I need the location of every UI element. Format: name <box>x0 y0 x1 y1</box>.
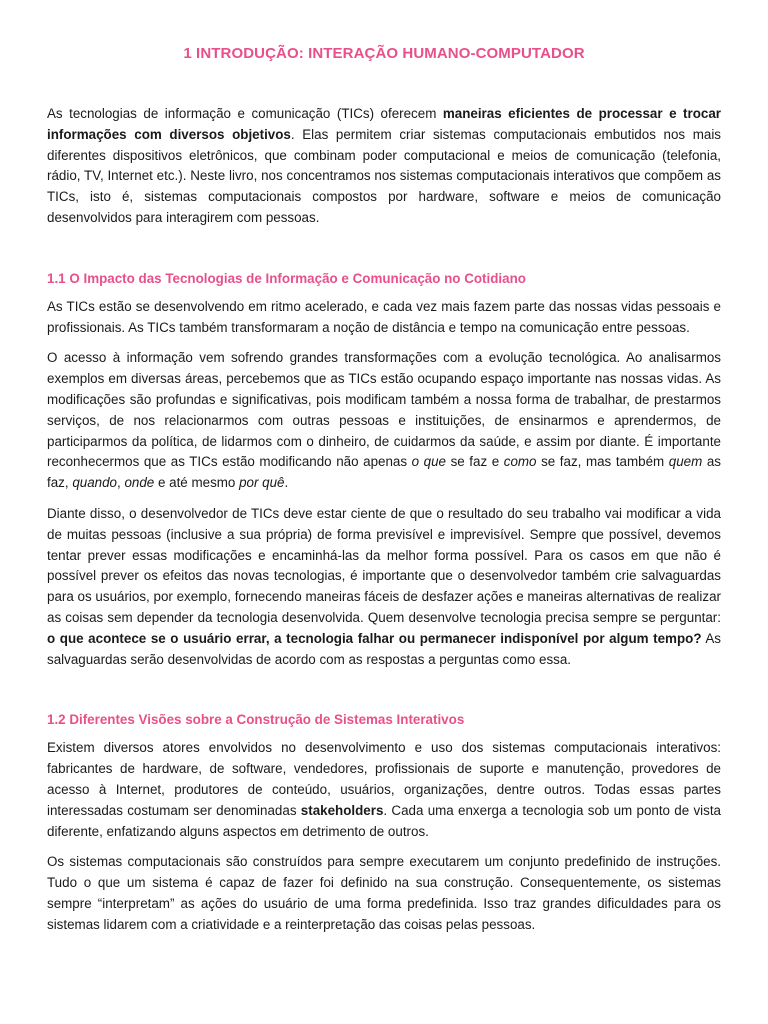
section-1-2-paragraph-2: Os sistemas computacionais são construídos para sempre executarem um conjunto predefinido de instruções. Tudo o que um sistema é capaz de fazer foi definido na sua construção. Consequentemente, os sistemas sempre “interpretam” as ações do usuário de uma forma predefinida. Isso traz grandes dificuldades para os sistemas lidarem com a criatividade e a reinterpretação das coisas pelas pessoas. <box>47 854 721 932</box>
section-title-1-1: 1.1 O Impacto das Tecnologias de Informação e Comunicação no Cotidiano <box>47 270 526 286</box>
section-1-1-paragraph-3: Diante disso, o desenvolvedor de TICs deve estar ciente de que o resultado do seu trabalho vai modificar a vida de muitas pessoas (inclusive a sua própria) de forma previsível e imprevisível. Sempre que possível, devemos tentar prever essas modificações e encaminhá-las da melhor forma possível. Para os casos em que não é possível prever os efeitos das novas tecnologias, é importante que o desenvolvedor também crie salvaguardas para os usuários, por exemplo, fornecendo maneiras fáceis de desfazer ações e maneiras alternativas de realizar as coisas sem depender da tecnologia desenvolvida. Quem desenvolve tecnologia precisa sempre se perguntar: o que acontece se o usuário errar, a tecnologia falhar ou permanecer indisponível por algum tempo? As salvaguardas serão desenvolvidas de acordo com as respostas a perguntas como essa. <box>47 505 721 667</box>
section-1-1-paragraph-1: As TICs estão se desenvolvendo em ritmo acelerado, e cada vez mais fazem parte das nossas vidas pessoais e profissionais. As TICs também transformaram a noção de distância e tempo na comunicação entre pessoas. <box>47 298 721 335</box>
chapter-title: 1 INTRODUÇÃO: INTERAÇÃO HUMANO-COMPUTADOR <box>183 45 585 62</box>
intro-paragraph: As tecnologias de informação e comunicação (TICs) oferecem maneiras eficientes de processar e trocar informações com diversos objetivos. Elas permitem criar sistemas computacionais embutidos nos mais diferentes dispositivos eletrônicos, que combinam poder computacional e meios de comunicação (telefonia, rádio, TV, Internet etc.). Neste livro, nos concentramos nos sistemas computacionais interativos que compõem as TICs, isto é, sistemas computacionais compostos por hardware, software e meios de comunicação desenvolvidos para interagirem com pessoas. <box>47 106 721 225</box>
section-1-1-paragraph-2: O acesso à informação vem sofrendo grandes transformações com a evolução tecnológica. Ao analisarmos exemplos em diversas áreas, percebemos que as TICs estão ocupando espaço importante nas nossas vidas. As modificações são profundas e significativas, pois modificam também a nossa forma de trabalhar, de prestarmos serviços, de nos relacionarmos com outras pessoas e instituições, de ensinarmos e aprendermos, de participarmos da política, de lidarmos com o dinheiro, de cuidarmos da saúde, e assim por diante. É importante reconhecermos que as TICs estão modificando não apenas o que se faz e como se faz, mas também quem as faz, quando, onde e até mesmo por quê. <box>47 350 721 491</box>
section-title-1-2: 1.2 Diferentes Visões sobre a Construção de Sistemas Interativos <box>47 712 465 728</box>
section-1-2-paragraph-1: Existem diversos atores envolvidos no desenvolvimento e uso dos sistemas computacionais interativos: fabricantes de hardware, de software, vendedores, profissionais de suporte e manutenção, provedores de acesso à Internet, produtores de conteúdo, usuários, organizações, dentre outros. Todas essas partes interessadas costumam ser denominadas stakeholders. Cada uma enxerga a tecnologia sob um ponto de vista diferente, enfatizando alguns aspectos em detrimento de outros. <box>47 740 721 839</box>
